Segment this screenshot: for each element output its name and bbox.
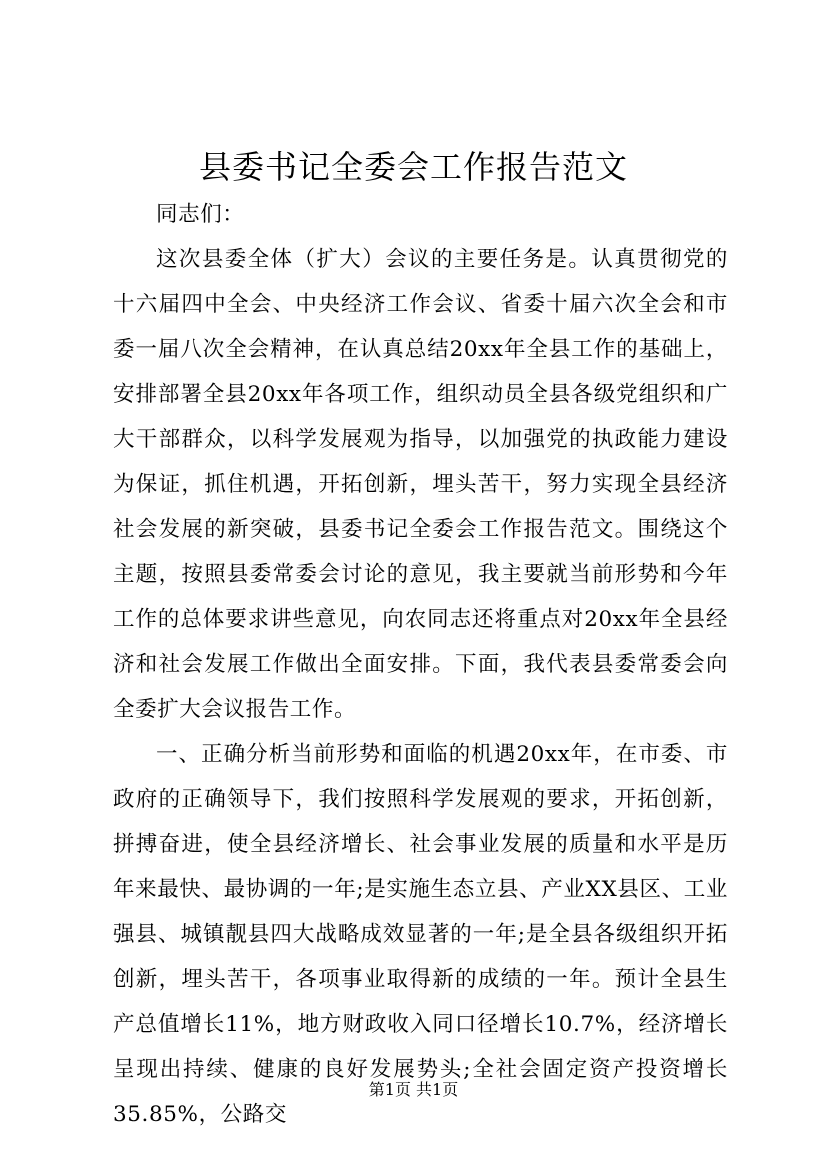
salutation: 同志们： bbox=[156, 202, 245, 227]
paragraph-2: 一、正确分析当前形势和面临的机遇20xx年，在市委、市政府的正确领导下，我们按照科学发展观的要求，开拓创新，拼搏奋进，使全县经济增长、社会事业发展的质量和水平是历年来最快、最协调的一年;是实施生态立县、产业XX县区、工业强县、城镇靓县四大战略成效显著的一年;是全县各级组织开拓创新，埋头苦干，各项事业取得新的成绩的一年。预计全县生产总值增长11%，地方财政收入同口径增长10.7%，经济增长呈现出持续、健康的良好发展势头;全社会固定资产投资增长35.85%，公路交 bbox=[113, 742, 728, 1127]
page-footer: 第1页 共1页 bbox=[368, 1080, 459, 1099]
document-body bbox=[113, 192, 728, 1137]
document-title: 县委书记全委会工作报告范文 bbox=[198, 148, 628, 186]
paragraph-1: 这次县委全体（扩大）会议的主要任务是。认真贯彻党的十六届四中全会、中央经济工作会议、省委十届六次全会和市委一届八次全会精神，在认真总结20xx年全县工作的基础上，安排部署全县20xx年各项工作，组织动员全县各级党组织和广大干部群众，以科学发展观为指导，以加强党的执政能力建设为保证，抓住机遇，开拓创新，埋头苦干，努力实现全县经济社会发展的新突破，县委书记全委会工作报告范文。围绕这个主题，按照县委常委会讨论的意见，我主要就当前形势和今年工作的总体要求讲些意见，向农同志还将重点对20xx年全县经济和社会发展工作做出全面安排。下面，我代表县委常委会向全委扩大会议报告工作。 bbox=[113, 247, 728, 722]
